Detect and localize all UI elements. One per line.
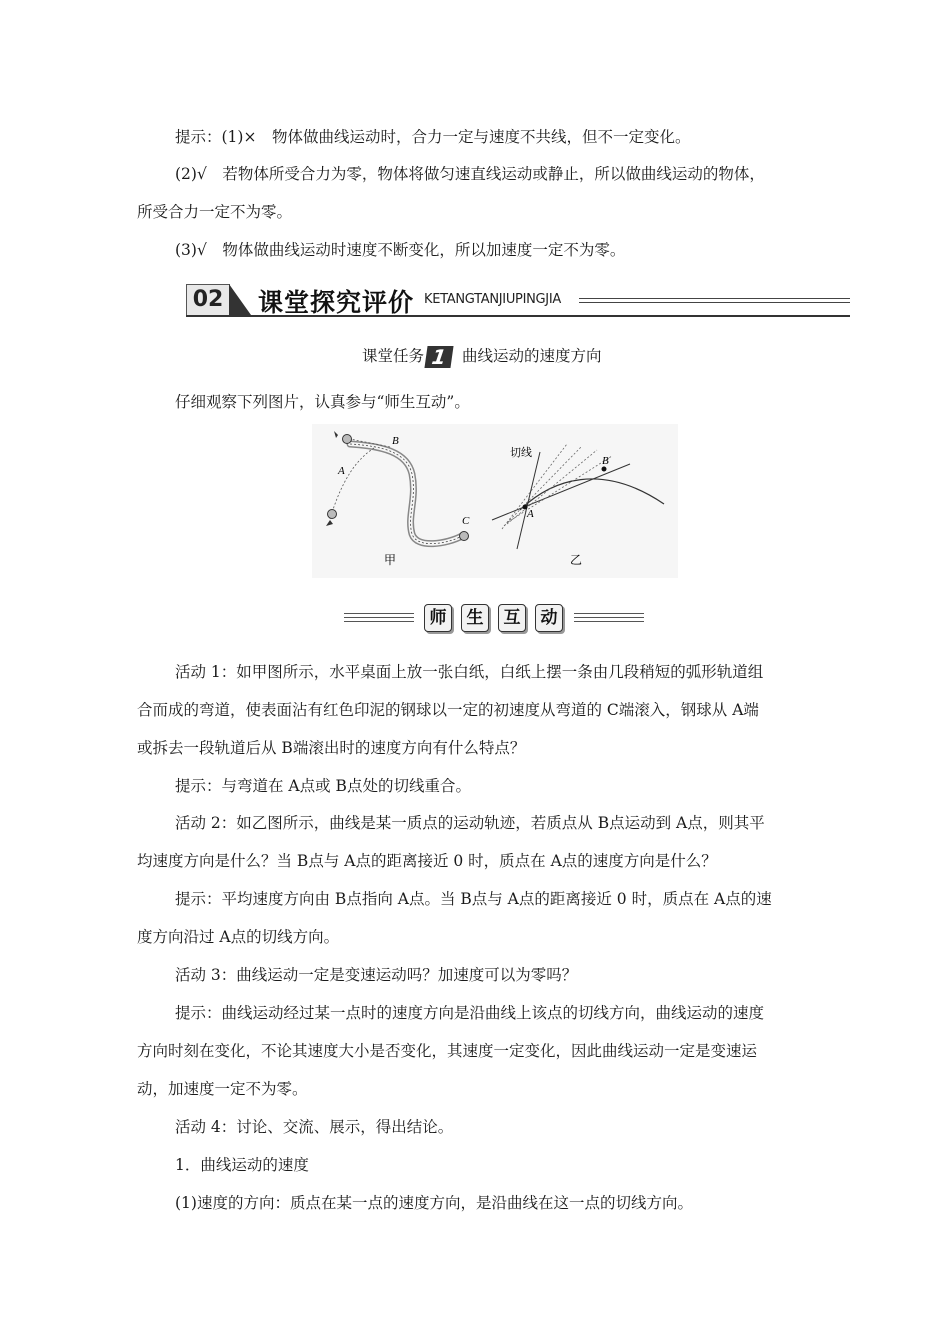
activity4-line1: 活动 4：讨论、交流、展示，得出结论。 [175,1118,454,1136]
banner-char-2: 生 [461,604,489,632]
section-number: 02 [186,284,230,316]
hint-line-4: (3)√ 物体做曲线运动时速度不断变化，所以加速度一定不为零。 [175,241,626,259]
banner-char-4: 动 [535,604,563,632]
ball-end [460,532,469,541]
activity2-line2: 均速度方向是什么？当 B点与 A点的距离接近 0 时，质点在 A点的速度方向是什么？ [137,852,717,870]
label-tangent: 切线 [510,446,532,459]
activity3-hint2: 方向时刻在变化，不论其速度大小是否变化，其速度一定变化，因此曲线运动一定是变速运 [137,1042,758,1060]
ball-top [343,435,352,444]
activity3-line1: 活动 3：曲线运动一定是变速运动吗？加速度可以为零吗？ [175,966,578,984]
banner-left-lines [344,613,414,625]
banner-char-1: 师 [424,604,452,632]
caption-yi: 乙 [570,553,583,567]
arrow-left [326,520,333,526]
caption-jia: 甲 [384,553,397,567]
activity2-line1: 活动 2：如乙图所示，曲线是某一质点的运动轨迹，若质点从 B点运动到 A点，则其平 [175,814,765,832]
tangent-line [517,452,540,549]
label-a-left: A [338,465,345,477]
label-c-left: C [462,515,470,527]
section-rule-lines [579,298,850,306]
activity3-hint1: 提示：曲线运动经过某一点时的速度方向是沿曲线上该点的切线方向，曲线运动的速度 [175,1004,765,1022]
ball-left [328,510,337,519]
figure-svg [312,424,678,578]
activity1-hint: 提示：与弯道在 A点或 B点处的切线重合。 [175,777,471,795]
task-heading [362,345,602,368]
secant-ab [492,464,630,520]
label-b-right: B [602,455,609,467]
section-pinyin: KETANGTANJIUPINGJIA [424,292,561,307]
section-header [186,284,850,318]
conclusion-point-1: (1)速度的方向：质点在某一点的速度方向，是沿曲线在这一点的切线方向。 [175,1194,693,1212]
banner-right-lines [574,613,644,625]
label-b-left: B [392,435,399,447]
activity2-hint1: 提示：平均速度方向由 B点指向 A点。当 B点与 A点的距离接近 0 时，质点在 A点的速 [175,890,772,908]
activity2-hint2: 度方向沿过 A点的切线方向。 [137,928,340,946]
activity1-line3: 或拆去一段轨道后从 B端滚出时的速度方向有什么特点？ [137,739,526,757]
activity1-line2: 合而成的弯道，使表面沾有红色印泥的钢球以一定的初速度从弯道的 C端滚入，钢球从 A端 [137,701,759,719]
hint-line-3: 所受合力一定不为零。 [137,203,293,221]
section-wedge [229,284,251,315]
banner-char-3: 互 [498,604,526,632]
interaction-banner [344,604,644,634]
point-b [602,467,607,472]
hint-line-1: 提示：(1)× 物体做曲线运动时，合力一定与速度不共线，但不一定变化。 [175,128,691,146]
label-a-right: A [527,508,534,520]
activity3-hint3: 动，加速度一定不为零。 [137,1080,308,1098]
trajectory-curve [520,479,664,510]
conclusion-heading: 1．曲线运动的速度 [175,1156,309,1174]
section-underline [186,315,850,317]
arrow-top [334,431,338,438]
task-prefix: 课堂任务 [362,347,425,365]
figure-panel [312,424,678,578]
section-title: 课堂探究评价 [258,288,415,317]
task-badge: 1 [424,346,453,368]
tangent-diagram [492,444,664,567]
curved-track-diagram [326,431,470,567]
intro-text: 仔细观察下列图片，认真参与“师生互动”。 [175,393,470,411]
task-title: 曲线运动的速度方向 [462,347,602,365]
activity1-line1: 活动 1：如甲图所示，水平桌面上放一张白纸，白纸上摆一条由几段稍短的弧形轨道组 [175,663,764,681]
hint-line-2: (2)√ 若物体所受合力为零，物体将做匀速直线运动或静止，所以做曲线运动的物体， [175,165,765,183]
